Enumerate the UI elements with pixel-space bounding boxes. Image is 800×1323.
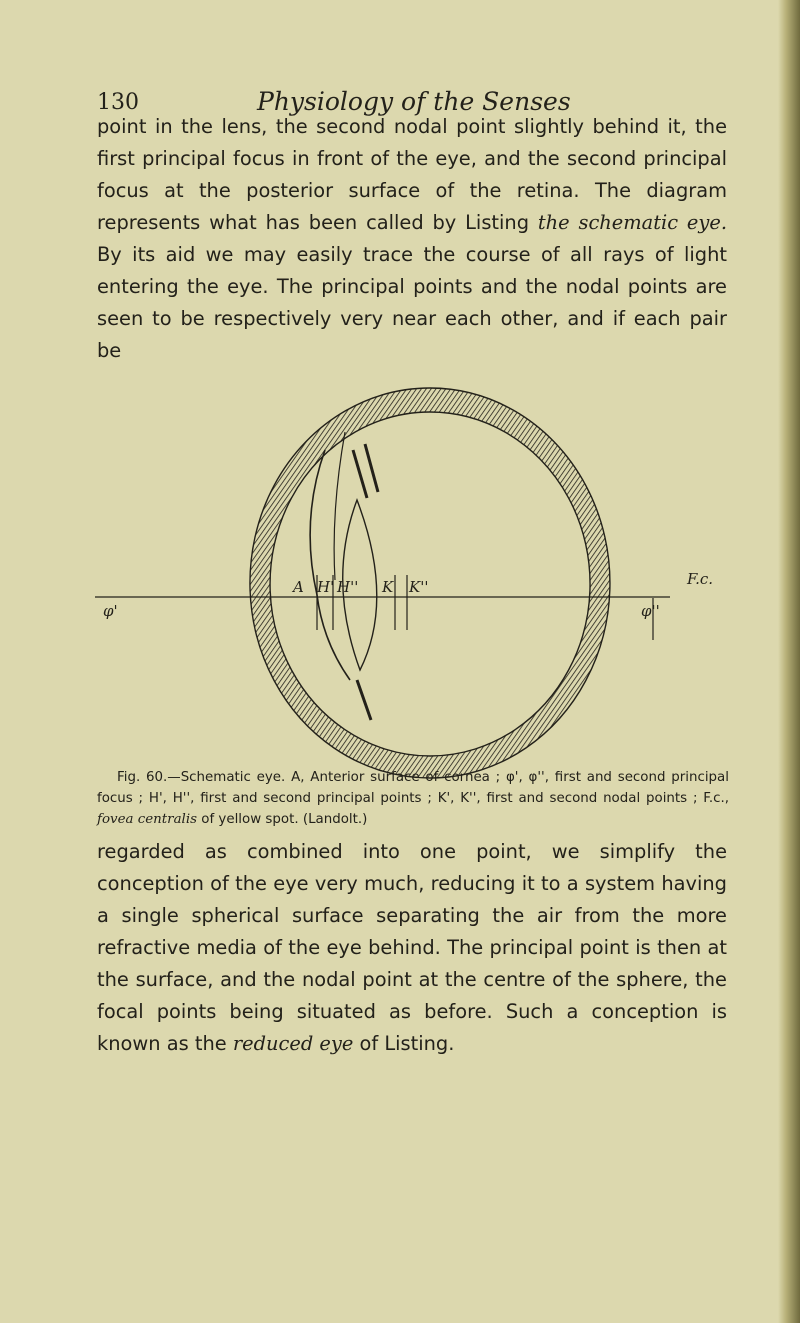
cornea [310,450,350,680]
paragraph-2-emphasis: reduced eye [232,1032,354,1055]
paragraph-1-emphasis: the schematic eye. [537,211,727,234]
label-A: A [293,578,304,596]
label-H1: H' [317,578,335,596]
paragraph-2-text-b: of Listing. [353,1032,455,1055]
sclera-shell [250,388,610,778]
schematic-eye-figure [95,380,735,785]
label-K1: K [382,578,394,596]
caption-fig-number: Fig. 60. [117,770,168,785]
label-phi2: φ'' [641,602,660,620]
caption-emphasis: fovea centralis [97,812,197,827]
label-K2: K'' [409,578,429,596]
paragraph-1-text-a: point in the lens, the second nodal point slightly behind it, the first principal focus in front of the eye, and the second principal focus at the posterior surface of the retina. The diagram represents what has been called by Listing [97,115,727,234]
paragraph-1 [97,111,727,367]
figure-caption [97,767,729,830]
page-number: 130 [97,90,139,115]
label-phi1: φ' [103,602,118,620]
paragraph-1-text-b: By its aid we may easily trace the course of all rays of light entering the eye. The principal points and the nodal points are seen to be respectively very near each other, and if each pair be [97,243,727,362]
paragraph-2-text-a: regarded as combined into one point, we simplify the conception of the eye very much, reducing it to a system having a single spherical surface separating the air from the more refractive media of the eye behind. The principal point is then at the surface, and the nodal point at the centre of the sphere, the focal points being situated as before. Such a conception is known as the [97,840,727,1055]
paragraph-2 [97,836,727,1060]
page-edge-shadow [778,0,800,1323]
caption-text-a: —Schematic eye. A, Anterior surface of cornea ; φ', φ'', first and second principal focus ; H', H'', first and second principal points ; K', K'', first and second nodal points ; F.c., [97,770,729,806]
caption-text-b: of yellow spot. (Landolt.) [197,812,368,827]
label-Fc: F.c. [687,570,714,588]
running-title: Physiology of the Senses [257,87,571,116]
label-H2: H'' [337,578,359,596]
